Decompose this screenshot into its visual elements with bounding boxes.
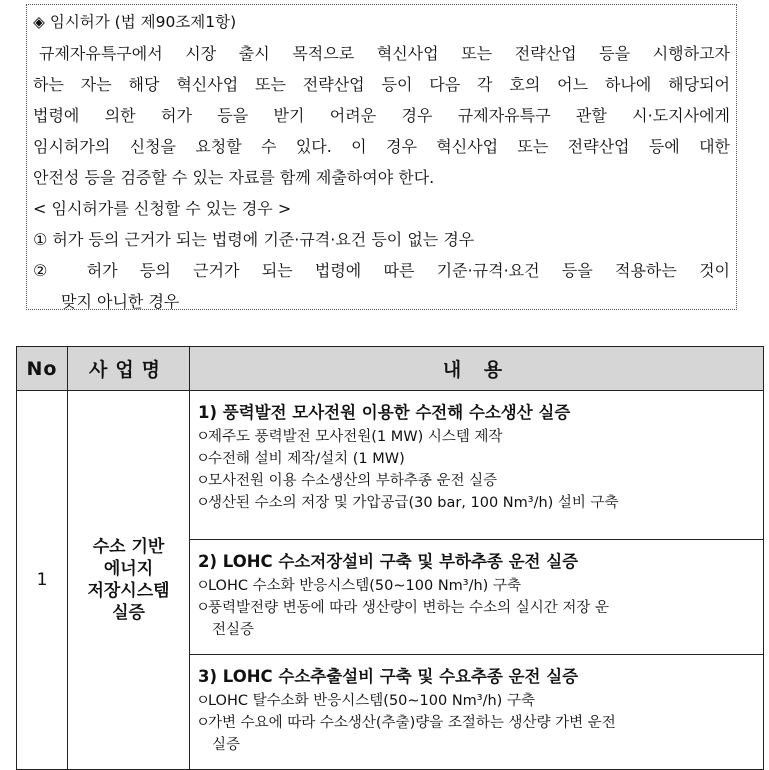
section-title: 2) LOHC 수소저장설비 구축 및 부하추종 운전 실증: [198, 552, 579, 571]
content-section-1: [190, 391, 763, 539]
list-item-continued: 실증: [212, 737, 241, 753]
section-title: 3) LOHC 수소추출설비 구축 및 수요추종 운전 실증: [198, 667, 579, 686]
project-name-line: 실증: [112, 603, 145, 623]
project-name-line: 에너지: [103, 559, 154, 579]
list-item: ㅇ가변 수요에 따라 수소생산(추출)량을 조절하는 생산량 가변 운전: [196, 715, 616, 731]
header-project-name: 사업명: [68, 347, 190, 391]
list-item: ㅇ수전해 설비 제작/설치 (1 MW): [196, 451, 405, 467]
list-item: ㅇLOHC 탈수소화 반응시스템(50∼100 Nm³/h) 구축: [196, 693, 535, 709]
case-item-1: ① 허가 등의 근거가 되는 법령에 기준·규격·요건 등이 없는 경우: [33, 230, 475, 249]
case-item-2-continued: 맞지 아니한 경우: [61, 292, 180, 311]
list-item: ㅇLOHC 수소화 반응시스템(50∼100 Nm³/h) 구축: [196, 578, 521, 594]
content-section-3: [190, 654, 763, 769]
project-name-line: 저장시스템: [87, 581, 170, 601]
project-name: [68, 391, 190, 770]
table-row: [17, 391, 764, 770]
project-table: [16, 346, 764, 770]
header-content: 내 용: [190, 347, 764, 391]
header-no: No: [17, 347, 68, 391]
case-item-2: ② 허가 등의 근거가 되는 법령에 따른 기준·규격·요건 등을 적용하는 것이: [33, 261, 730, 280]
content-section-2: [190, 539, 763, 654]
temporary-permit-notice-box: [26, 4, 737, 310]
cases-header: < 임시허가를 신청할 수 있는 경우 >: [33, 199, 292, 218]
list-item: ㅇ제주도 풍력발전 모사전원(1 MW) 시스템 제작: [196, 429, 503, 445]
project-name-line: 수소 기반: [92, 537, 165, 557]
section-title: 1) 풍력발전 모사전원 이용한 수전해 수소생산 실증: [198, 403, 571, 422]
project-content: [190, 391, 764, 770]
notice-body-line: 규제자유특구에서 시장 출시 목적으로 혁신사업 또는 전략산업 등을 시행하고자: [39, 44, 730, 63]
list-item: ㅇ풍력발전량 변동에 따라 생산량이 변하는 수소의 실시간 저장 운: [196, 600, 610, 616]
table-header-row: [17, 347, 764, 391]
notice-body-line: 법령에 의한 허가 등을 받기 어려운 경우 규제자유특구 관할 시·도지사에게: [33, 106, 730, 125]
notice-body-line: 하는 자는 해당 혁신사업 또는 전략산업 등이 다음 각 호의 어느 하나에 해당되어: [33, 75, 730, 94]
notice-body-line: 안전성 등을 검증할 수 있는 자료를 함께 제출하여야 한다.: [33, 168, 435, 187]
list-item: ㅇ모사전원 이용 수소생산의 부하추종 운전 실증: [196, 473, 498, 489]
list-item: ㅇ생산된 수소의 저장 및 가압공급(30 bar, 100 Nm³/h) 설비 구축: [196, 495, 619, 511]
notice-body-line: 임시허가의 신청을 요청할 수 있다. 이 경우 혁신사업 또는 전략산업 등에 대한: [33, 137, 730, 156]
row-number: 1: [17, 391, 68, 770]
notice-title: ◈ 임시허가 (법 제90조제1항): [33, 13, 237, 31]
list-item-continued: 전실증: [212, 622, 255, 638]
